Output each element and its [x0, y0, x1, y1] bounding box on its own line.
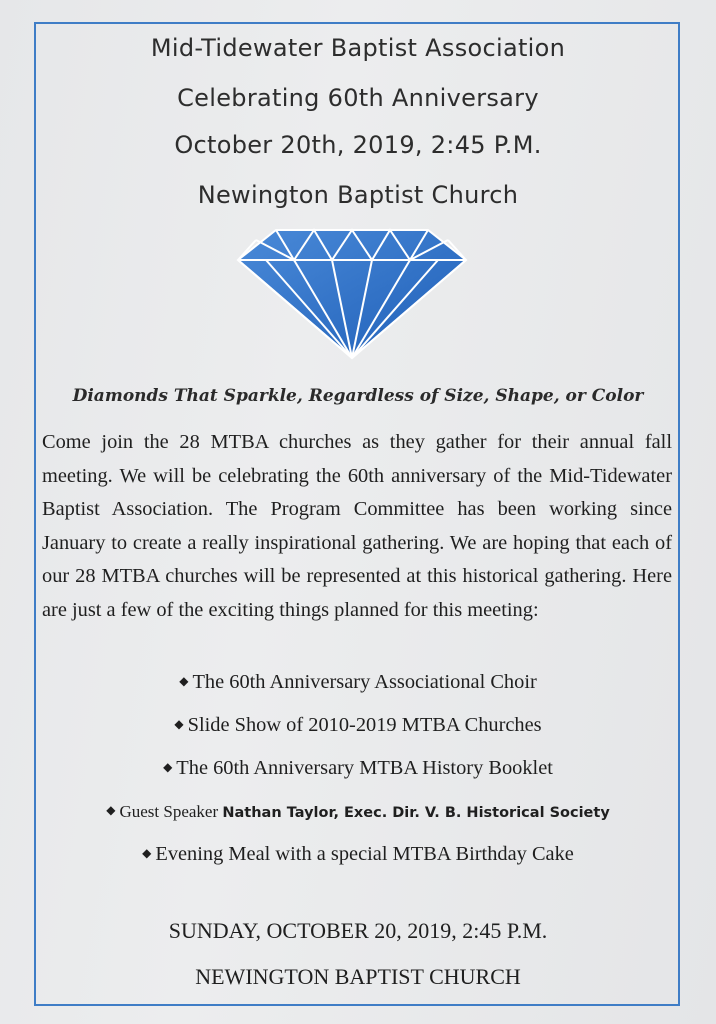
diamond-icon	[236, 226, 468, 360]
footer-date: SUNDAY, OCTOBER 20, 2019, 2:45 P.M.	[168, 918, 548, 943]
bullet-icon: ◆	[174, 717, 184, 731]
footer-venue: NEWINGTON BAPTIST CHURCH	[195, 964, 521, 989]
speaker-name: Nathan Taylor, Exec. Dir. V. B. Historical Society	[222, 805, 610, 821]
list-item: ◆ The 60th Anniversary MTBA History Booklet	[163, 757, 553, 779]
program-list	[0, 664, 716, 879]
event-date: October 20th, 2019, 2:45 P.M.	[174, 131, 542, 159]
list-item: ◆ Slide Show of 2010-2019 MTBA Churches	[174, 714, 542, 736]
theme-tagline: Diamonds That Sparkle, Regardless of Size, Shape, or Color	[72, 386, 644, 406]
list-item: ◆ Guest Speaker Nathan Taylor, Exec. Dir. V. B. Historical Society	[106, 802, 610, 821]
bullet-icon: ◆	[179, 674, 189, 688]
invitation-paragraph: Come join the 28 MTBA churches as they gather for their annual fall meeting. We will be celebrating the 60th anniversary of the Mid-Tidewater Baptist Association. The Program Committee has been working since January to create a really inspirational gathering. We are hoping that each of our 28 MTBA churches will be represented at this historical gathering. Here are just a few of the exciting things planned for this meeting:	[42, 431, 672, 621]
association-title: Mid-Tidewater Baptist Association	[150, 34, 566, 62]
anniversary-title: Celebrating 60th Anniversary	[177, 84, 539, 112]
bullet-icon: ◆	[106, 803, 116, 817]
bullet-icon: ◆	[142, 846, 152, 860]
event-venue: Newington Baptist Church	[197, 181, 519, 209]
bullet-icon: ◆	[163, 760, 173, 774]
list-item: ◆ Evening Meal with a special MTBA Birthday Cake	[142, 843, 574, 865]
list-item: ◆ The 60th Anniversary Associational Choir	[179, 671, 537, 693]
